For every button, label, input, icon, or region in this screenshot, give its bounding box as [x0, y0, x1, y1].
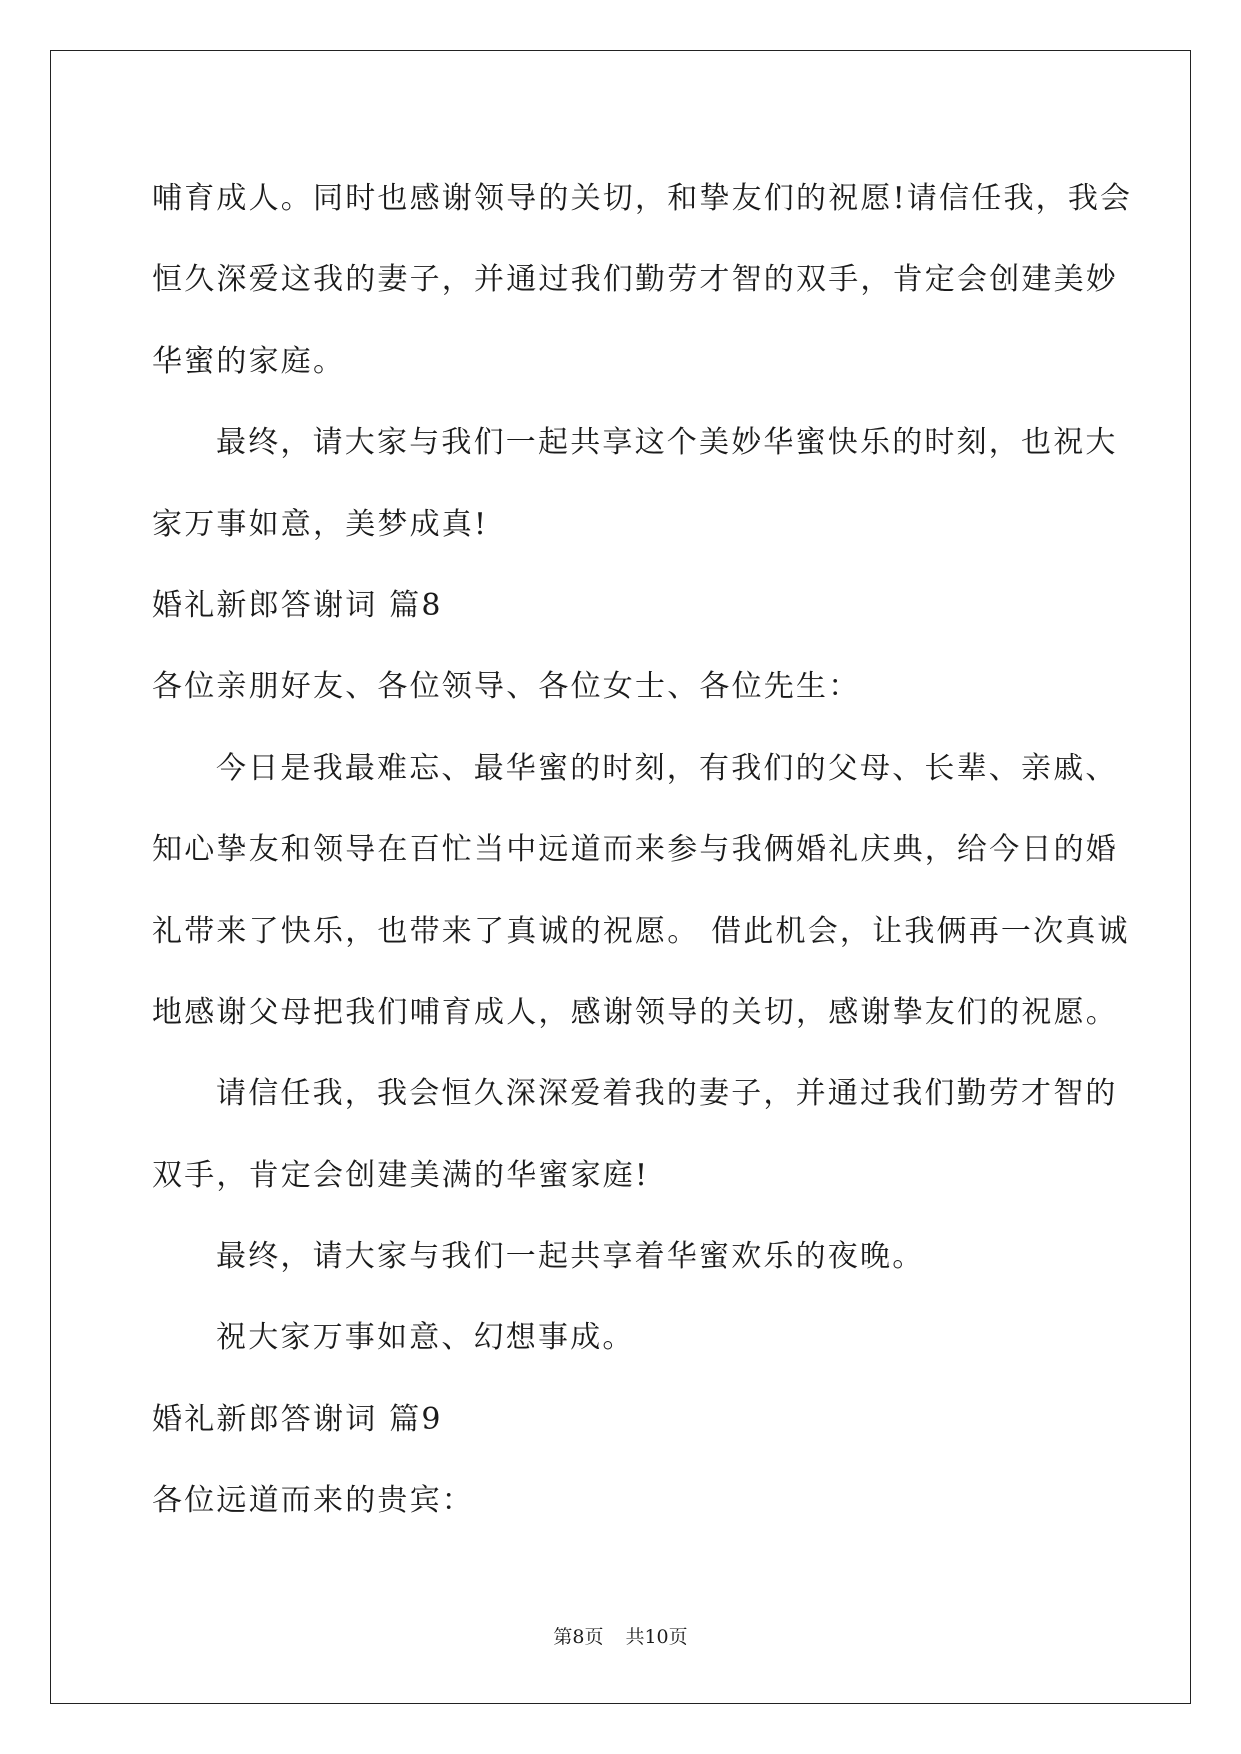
section-heading: 婚礼新郎答谢词 篇9 [152, 1401, 443, 1437]
page-footer [0, 1625, 1241, 1649]
text-line: 礼带来了快乐，也带来了真诚的祝愿。 借此机会，让我俩再一次真诚 [152, 913, 1130, 949]
text-line: 家万事如意，美梦成真! [152, 506, 489, 542]
salutation: 各位远道而来的贵宾： [152, 1483, 474, 1519]
text-line: 知心挚友和领导在百忙当中远道而来参与我俩婚礼庆典，给今日的婚 [152, 832, 1118, 868]
text-line: 最终，请大家与我们一起共享着华蜜欢乐的夜晚。 [216, 1239, 925, 1275]
salutation: 各位亲朋好友、各位领导、各位女士、各位先生： [152, 669, 861, 705]
document-body [152, 158, 1133, 1542]
text-line: 地感谢父母把我们哺育成人，感谢领导的关切，感谢挚友们的祝愿。 [152, 994, 1118, 1030]
text-line: 今日是我最难忘、最华蜜的时刻，有我们的父母、长辈、亲戚、 [216, 750, 1118, 786]
text-line: 最终，请大家与我们一起共享这个美妙华蜜快乐的时刻，也祝大 [216, 425, 1118, 461]
text-line: 双手，肯定会创建美满的华蜜家庭! [152, 1157, 650, 1193]
section-heading: 婚礼新郎答谢词 篇8 [152, 587, 443, 623]
page-number-total: 共10页 [625, 1626, 688, 1648]
text-line: 请信任我，我会恒久深深爱着我的妻子，并通过我们勤劳才智的 [216, 1076, 1118, 1112]
text-line: 华蜜的家庭。 [152, 343, 346, 379]
text-line: 恒久深爱这我的妻子，并通过我们勤劳才智的双手，肯定会创建美妙 [152, 262, 1118, 298]
text-line: 祝大家万事如意、幻想事成。 [216, 1320, 635, 1356]
text-line: 哺育成人。同时也感谢领导的关切，和挚友们的祝愿!请信任我，我会 [152, 181, 1133, 216]
page-number-current: 第8页 [553, 1626, 604, 1648]
